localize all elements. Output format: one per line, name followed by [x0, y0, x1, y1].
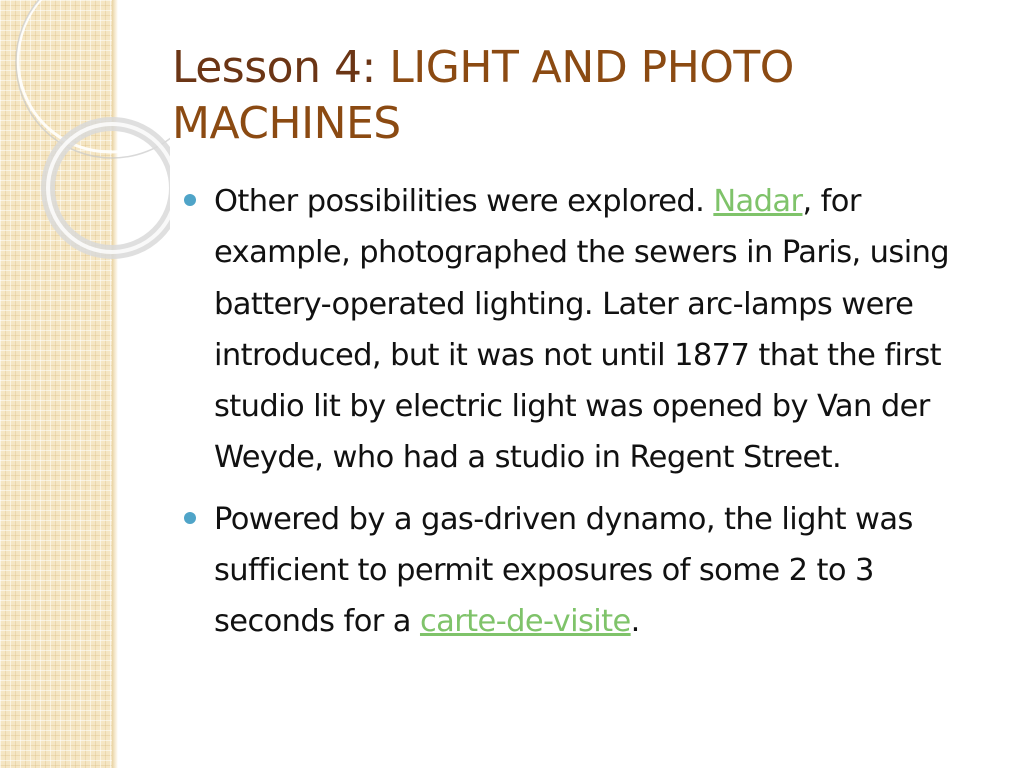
carte-de-visite-link[interactable]: carte-de-visite — [419, 604, 631, 640]
bullet-list — [184, 176, 994, 658]
bullet-marker-icon — [184, 512, 196, 524]
bullet-text: . — [630, 604, 640, 640]
nadar-link[interactable]: Nadar — [713, 184, 803, 219]
bullet-text: , for example, photographed the sewers in Paris, using battery-operated lighting. Later arc-lamps were introduced, but it was not until 1877 that the first studio lit by electric light was opened by Van der Weyde, who had a studio in Regent Street. — [214, 184, 950, 476]
bullet-marker-icon — [184, 194, 196, 206]
title-prefix: Lesson 4: — [172, 42, 390, 93]
title-main: LIGHT AND PHOTO MACHINES — [172, 42, 794, 149]
bullet-text: Other possibilities were explored. — [214, 184, 714, 219]
bullet-text: Powered by a gas-driven dynamo, the light was sufficient to permit exposures of some 2 to 3 seconds for a — [214, 501, 913, 640]
bullet-item — [184, 494, 994, 648]
decorative-rings — [0, 0, 170, 300]
slide-title — [172, 40, 972, 152]
bullet-item — [184, 176, 994, 484]
